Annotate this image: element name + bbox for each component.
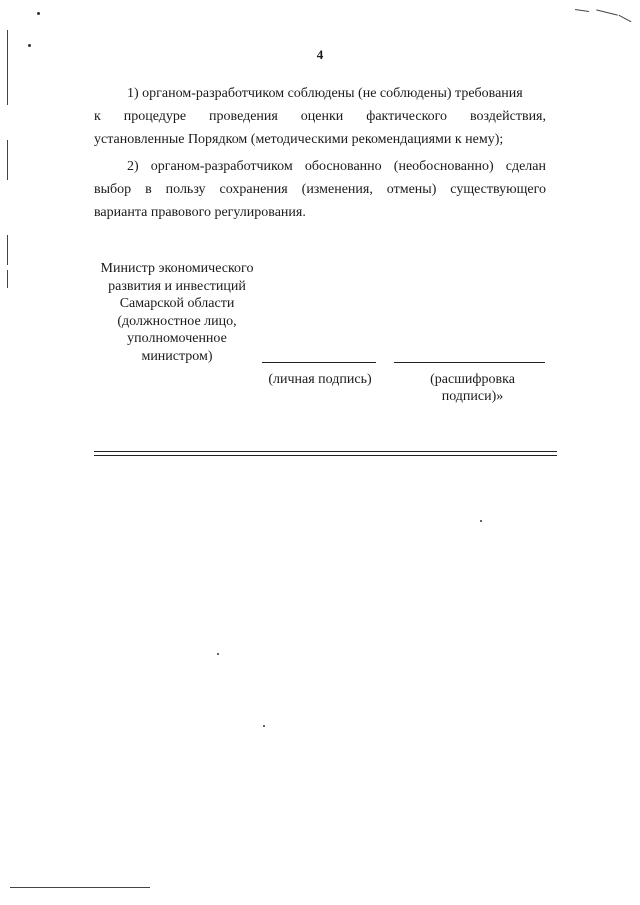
signature-caption: (личная подпись) — [268, 372, 372, 387]
scan-edge-mark-left — [7, 235, 8, 265]
signature-decryption-caption-line: (расшифровка — [430, 372, 515, 387]
paragraph-2-line-1: 2) органом-разработчиком обоснованно (необоснованно) сделан — [127, 159, 546, 174]
paragraph-1 — [94, 82, 546, 151]
paragraph-1-line-2: к процедуре проведения оценки фактического воздействия, — [94, 109, 546, 124]
signature-decryption-caption — [400, 371, 545, 405]
scan-speck — [480, 520, 482, 522]
scan-speck — [263, 725, 265, 727]
signer-line: развития и инвестиций — [108, 278, 246, 294]
scan-edge-mark-left — [7, 140, 8, 180]
signature-decryption-line — [394, 362, 545, 363]
scan-edge-mark-left — [7, 30, 8, 105]
signer-line: (должностное лицо, — [117, 313, 237, 329]
page-number: 4 — [316, 47, 324, 62]
scan-speck — [37, 12, 40, 15]
paragraph-1-line-3: установленные Порядком (методическими рекомендациями к нему); — [94, 132, 504, 147]
paragraph-2 — [94, 155, 546, 224]
scan-speck — [217, 653, 219, 655]
signature-decryption-caption-line: подписи)» — [441, 389, 504, 404]
scan-bottom-edge — [10, 887, 150, 888]
paragraph-2-line-3: варианта правового регулирования. — [94, 205, 306, 220]
signer-line: министром) — [141, 348, 213, 364]
signature-line — [262, 362, 376, 363]
signer-line: уполномоченное — [127, 331, 227, 346]
signer-line: Самарской области — [119, 296, 235, 311]
paragraph-1-line-1: 1) органом-разработчиком соблюдены (не соблюдены) требования — [127, 86, 523, 101]
closing-rule — [94, 451, 557, 452]
scan-edge-mark-top-right — [596, 9, 618, 15]
paragraph-2-line-2: выбор в пользу сохранения (изменения, отмены) существующего — [94, 182, 546, 197]
signer-line: Министр экономического — [100, 261, 254, 276]
signer-title — [92, 260, 262, 365]
scan-edge-mark-top-right — [619, 15, 632, 22]
closing-rule — [94, 455, 557, 456]
scan-edge-mark-top-right — [575, 9, 589, 12]
scan-edge-mark-left — [7, 270, 8, 288]
